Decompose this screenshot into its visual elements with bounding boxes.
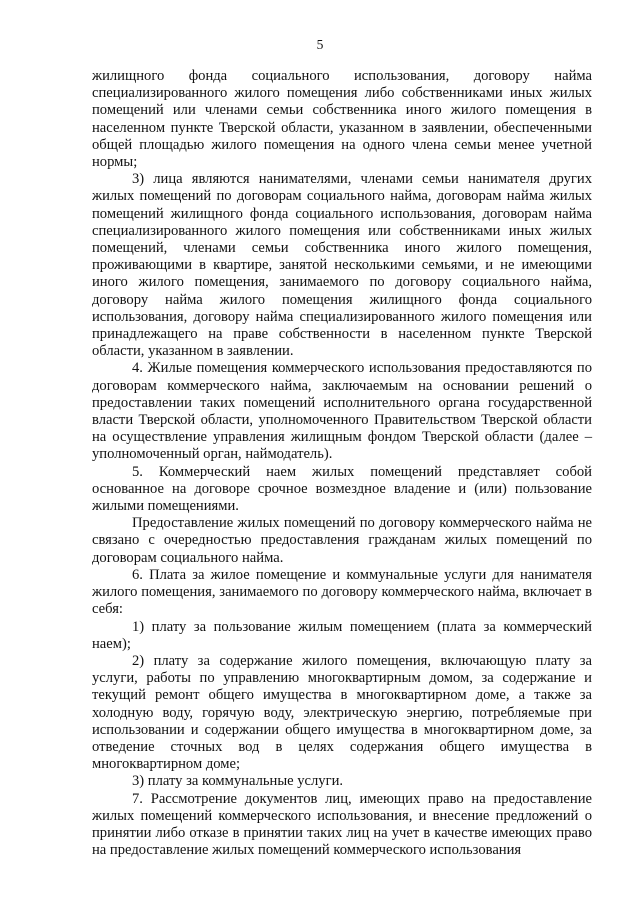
paragraph-4: 5. Коммерческий наем жилых помещений представляет собой основанное на договоре срочное возмездное владение и (или) пользование жилыми помещениями. xyxy=(92,463,592,515)
paragraph-3: 4. Жилые помещения коммерческого использования предоставляются по договорам коммерческого найма, заключаемым на основании решений о предоставлении таких помещений исполнительного органа государственной власти Тверской области, уполномоченного Правительством Тверской области на осуществление управления жилищным фондом Тверской области (далее – уполномоченный орган, наймодатель). xyxy=(92,360,592,463)
paragraph-10: 7. Рассмотрение документов лиц, имеющих право на предоставление жилых помещений коммерческого использования, и внесение предложений о принятии либо отказе в принятии таких лиц на учет в качестве имеющих право на предоставление жилых помещений коммерческого использования xyxy=(92,790,592,859)
document-body xyxy=(92,68,592,859)
paragraph-5: Предоставление жилых помещений по договору коммерческого найма не связано с очередностью предоставления гражданам жилых помещений по договорам социального найма. xyxy=(92,515,592,566)
paragraph-7: 1) плату за пользование жилым помещением (плата за коммерческий наем); xyxy=(92,618,592,652)
paragraph-1: жилищного фонда социального использования, договору найма специализированного жилого помещения либо собственниками иных жилых помещений или членами семьи собственника иного жилого помещения в населенном пункте Тверской области, указанном в заявлении, обеспеченными общей площадью жилого помещения на одного члена семьи менее учетной нормы; xyxy=(92,68,592,171)
paragraph-8: 2) плату за содержание жилого помещения, включающую плату за услуги, работы по управлению многоквартирным домом, за содержание и текущий ремонт общего имущества в многоквартирном доме, а также за холодную воду, горячую воду, электрическую энергию, потребляемые при использовании и содержании общего имущества в многоквартирном доме, за отведение сточных вод в целях содержания общего имущества в многоквартирном доме; xyxy=(92,652,592,773)
page-number: 5 xyxy=(316,37,324,52)
paragraph-2: 3) лица являются нанимателями, членами семьи нанимателя других жилых помещений по договорам социального найма, договорам найма жилых помещений жилищного фонда социального использования, договорам найма специализированного жилого помещения или собственниками иных жилых помещений, членами семьи собственника иного жилого помещения, проживающими в квартире, занятой несколькими семьями, и не имеющими иного жилого помещения, занимаемого по договору социального найма, договору найма жилого помещения жилищного фонда социального использования, договору найма специализированного жилого помещения или принадлежащего на праве собственности в населенном пункте Тверской области, указанном в заявлении. xyxy=(92,171,592,360)
paragraph-6: 6. Плата за жилое помещение и коммунальные услуги для нанимателя жилого помещения, занимаемого по договору коммерческого найма, включает в себя: xyxy=(92,566,592,618)
paragraph-9: 3) плату за коммунальные услуги. xyxy=(132,773,344,790)
